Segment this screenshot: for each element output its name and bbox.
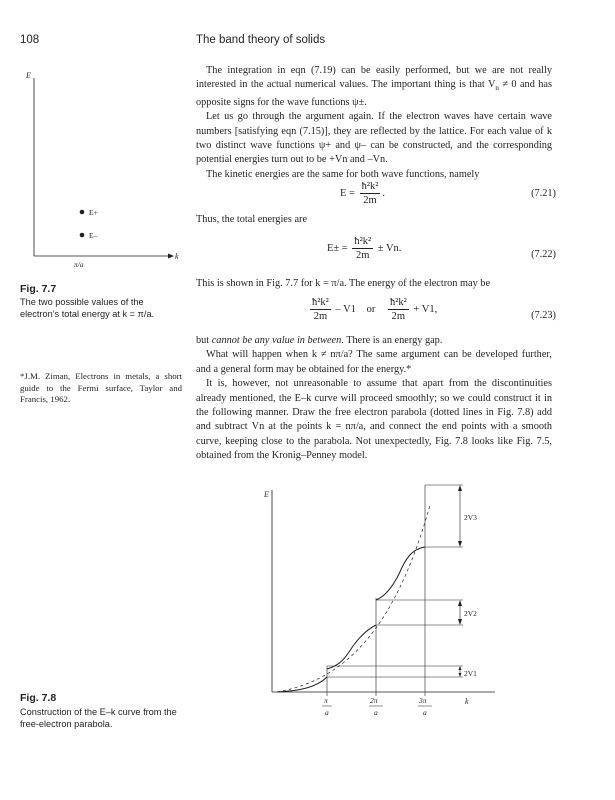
gap-label-3: 2V3 [464, 513, 477, 522]
gap-label-2: 2V2 [464, 609, 477, 618]
equation-number-7-22: (7.22) [531, 249, 556, 260]
gap-label-1: 2V1 [464, 669, 477, 678]
free-electron-parabola [277, 505, 430, 692]
fig77-caption: The two possible values of the electron’s total energy at k = π/a. [20, 297, 155, 319]
band-3-curve [376, 547, 425, 600]
paragraph-7: What will happen when k ≠ nπ/a? The same argument can be developed further, and a general form may be obtained for the energy.* [196, 349, 552, 375]
paragraph-2: Let us go through the argument again. If the electron waves have certain wave numbers [satisfying eqn (7.15)], they are reflected by the lattice. For each value of k two distinct wave functions ψ+ and ψ– can be constructed, and the corresponding potential energies turn out to be +Vn and –Vn. [196, 111, 552, 166]
equation-7-22: E± = $\frac{\text{ħ²k²}}{2m}$ ± Vn. [327, 236, 402, 261]
main-text-block-2 [196, 334, 552, 464]
footnote-marker: * [20, 371, 25, 381]
paragraph-5: This is shown in Fig. 7.7 for k = π/a. The energy of the electron may be [196, 278, 491, 289]
paragraph-1: The integration in eqn (7.19) can be easily performed, but we are not really interested in the actual numerical values. The important thing is that $V_n \ne 0$ and has opposite signs for the wave functions ψ±. [196, 65, 552, 108]
page-number: 108 [20, 34, 40, 46]
tick-3-den: a [423, 708, 427, 717]
tick-3-num: 3π [419, 696, 427, 705]
fig77-axis-e: E [26, 71, 31, 80]
footnote-text: J.M. Ziman, Electrons in metals, a short guide to the Fermi surface, Taylor and Francis, 1962. [20, 371, 182, 404]
equation-number-7-23: (7.23) [531, 310, 556, 321]
gap-arrowhead-2-up [458, 600, 462, 606]
gap-arrowhead-3-up [458, 485, 462, 491]
paragraph-4: Thus, the total energies are [196, 214, 308, 225]
band-2-curve [327, 625, 376, 669]
fig77-point-minus [80, 233, 85, 238]
paragraph-6: but cannot be any value in between. There is an energy gap. [196, 335, 443, 346]
fig78-axis-e: E [264, 490, 269, 499]
fig77-point-plus [80, 210, 85, 215]
fig77-label-plus: E+ [89, 208, 98, 217]
fig77-label-minus: E– [89, 231, 98, 240]
tick-1-den: a [325, 708, 329, 717]
main-text-block-1 [196, 64, 552, 182]
tick-2-den: a [374, 708, 378, 717]
band-1-curve [277, 677, 327, 692]
fig78-title: Fig. 7.8 [20, 692, 57, 704]
figure-7-7 [20, 66, 190, 271]
paragraph-8: It is, however, not unreasonable to assume that apart from the discontinuities already mentioned, the E–k curve will proceed smoothly; so we could construct it in the following manner. Draw the free electron parabola (dotted lines in Fig. 7.8) add and subtract Vn at the points k = nπ/a, and connect the end points with a smooth curve, keeping close to the parabola. Not unexpectedly, Fig. 7.8 looks like Fig. 7.5, obtained from the Kronig–Penney model. [196, 378, 552, 462]
fig77-title: Fig. 7.7 [20, 283, 57, 295]
fig77-x-arrow [168, 254, 174, 259]
fig77-axis-k: k [175, 252, 179, 261]
fig77-tick: π/a [74, 260, 84, 269]
equation-7-21: E = $\frac{\text{ħ²k²}}{2m}$ . [340, 181, 386, 206]
running-title: The band theory of solids [196, 34, 326, 46]
tick-2-num: 2π [370, 696, 378, 705]
equation-number-7-21: (7.21) [531, 188, 556, 199]
gap-arrowhead-2-down [458, 619, 462, 625]
gap-arrowhead-1-down [459, 673, 462, 677]
equation-7-23: $\frac{\text{ħ²k²}}{2m}$ – V1 or $\frac{\text{ħ²k²}}{2m}$ + V1, [312, 297, 438, 322]
fig78-axis-k: k [465, 697, 469, 706]
fig78-caption: Construction of the E–k curve from the free-electron parabola. [20, 707, 177, 729]
gap-arrowhead-3-down [458, 541, 462, 547]
footnote [20, 371, 182, 406]
figure-7-8 [255, 480, 505, 725]
tick-1-num: π [324, 696, 328, 705]
gap-arrowhead-1-up [459, 666, 462, 670]
paragraph-3: The kinetic energies are the same for both wave functions, namely [206, 168, 480, 180]
